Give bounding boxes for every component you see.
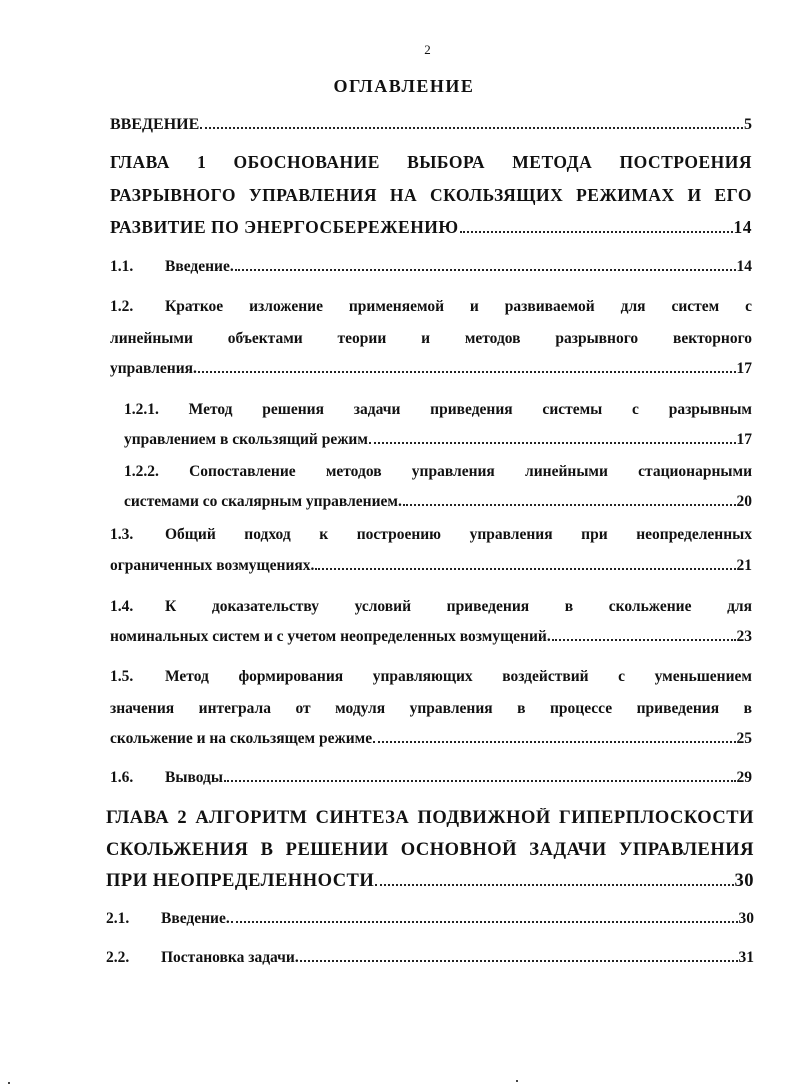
toc-page: 30 [734, 871, 754, 891]
toc-page: 31 [738, 949, 754, 966]
leader-dots [460, 231, 733, 233]
toc-entry-1-4-line-1[interactable] [110, 598, 752, 616]
toc-title: ОГЛАВЛЕНИЕ [333, 76, 475, 96]
toc-entry-1-2-line-2[interactable]: линейными объектами теории и методов разрывного векторного [110, 330, 752, 347]
toc-entry-text: номинальных систем и с учетом неопределенных возмущений. [110, 628, 551, 645]
leader-dots [200, 127, 743, 129]
toc-entry-text: Краткое изложение применяемой и развиваемой для систем с [165, 298, 752, 315]
leader-dots [552, 639, 736, 641]
section-number: 1.5. [110, 668, 134, 685]
section-number: 1.6. [110, 769, 134, 786]
toc-page: 30 [738, 910, 754, 927]
section-number: 1.2. [110, 298, 134, 315]
leader-dots [300, 960, 738, 962]
leader-dots [231, 921, 738, 923]
toc-entry-1-5-line-3[interactable] [110, 730, 752, 748]
toc-page: 17 [736, 360, 752, 377]
toc-page: 14 [733, 217, 752, 237]
toc-page: 23 [736, 628, 752, 645]
toc-chapter-2-line-2[interactable]: СКОЛЬЖЕНИЯ В РЕШЕНИИ ОСНОВНОЙ ЗАДАЧИ УПРАВЛЕНИЯ [106, 840, 754, 860]
toc-page: 29 [736, 769, 752, 786]
toc-entry-1-4-line-2[interactable] [110, 628, 752, 646]
toc-entry-1-2-2-line-2[interactable] [124, 493, 752, 511]
toc-entry-text: РАЗВИТИЕ ПО ЭНЕРГОСБЕРЕЖЕНИЮ [110, 217, 459, 237]
section-number: 1.4. [110, 598, 134, 615]
toc-entry-1-6[interactable] [110, 769, 752, 787]
section-number: 2.1. [106, 910, 130, 927]
toc-entry-2-1[interactable] [106, 910, 754, 928]
leader-dots [235, 269, 736, 271]
toc-entry-1-5-line-1[interactable] [110, 668, 752, 686]
toc-entry-text: ограниченных возмущениях. [110, 557, 315, 574]
toc-chapter-1-line-2[interactable]: РАЗРЫВНОГО УПРАВЛЕНИЯ НА СКОЛЬЗЯЩИХ РЕЖИМАХ И ЕГО [110, 185, 752, 205]
toc-entry-1-1[interactable] [110, 258, 752, 276]
toc-entry-1-5-line-2[interactable]: значения интеграла от модуля управления в процессе приведения в [110, 700, 752, 717]
toc-entry-text: скольжение и на скользящем режиме [110, 730, 373, 747]
section-number: 2.2. [106, 949, 130, 966]
toc-entry-1-2-line-3[interactable] [110, 360, 752, 378]
toc-entry-text: Введение. [165, 258, 234, 275]
toc-entry-1-2-1-line-2[interactable] [124, 431, 752, 449]
toc-entry-text: системами со скалярным управлением. [124, 493, 402, 510]
toc-entry-intro[interactable] [110, 116, 752, 134]
toc-chapter-1-line-1[interactable]: ГЛАВА 1 ОБОСНОВАНИЕ ВЫБОРА МЕТОДА ПОСТРОЕНИЯ [110, 152, 752, 172]
toc-page: 17 [736, 431, 752, 448]
toc-page: 21 [736, 557, 752, 574]
toc-page: 5 [744, 116, 752, 133]
leader-dots [224, 780, 736, 782]
toc-entry-1-3-line-2[interactable] [110, 557, 752, 575]
page-number: 2 [424, 42, 431, 57]
toc-page: 25 [736, 730, 752, 747]
toc-entry-text: ВВЕДЕНИЕ [110, 116, 200, 133]
toc-entry-text: Общий подход к построению управления при неопределенных [165, 526, 752, 543]
toc-page: 20 [736, 493, 752, 510]
leader-dots [403, 504, 736, 506]
leader-dots [198, 371, 736, 373]
toc-entry-text: Введение. [161, 910, 230, 927]
toc-entry-text: управлением в скользящий режим [124, 431, 368, 448]
section-number: 1.3. [110, 526, 134, 543]
leader-dots [373, 741, 735, 743]
toc-entry-text: управления. [110, 360, 197, 377]
section-number: 1.1. [110, 258, 134, 275]
toc-chapter-1-line-3[interactable] [110, 217, 752, 238]
toc-entry-1-2-line-1[interactable] [110, 298, 752, 316]
scan-speck [516, 1080, 518, 1082]
toc-entry-text: ПРИ НЕОПРЕДЕЛЕННОСТИ [106, 871, 375, 891]
scan-speck [8, 1082, 10, 1084]
leader-dots [315, 568, 735, 570]
toc-page: 14 [736, 258, 752, 275]
toc-entry-2-2[interactable] [106, 949, 754, 967]
toc-entry-text: К доказательству условий приведения в скольжение для [165, 598, 752, 615]
toc-chapter-2-line-1[interactable]: ГЛАВА 2 АЛГОРИТМ СИНТЕЗА ПОДВИЖНОЙ ГИПЕРПЛОСКОСТИ [106, 808, 754, 828]
toc-entry-1-3-line-1[interactable] [110, 526, 752, 544]
toc-entry-1-2-1-line-1[interactable]: 1.2.1. Метод решения задачи приведения системы с разрывным [124, 401, 752, 418]
toc-entry-text: Постановка задачи. [161, 949, 299, 966]
leader-dots [369, 442, 736, 444]
toc-entry-1-2-2-line-1[interactable]: 1.2.2. Сопоставление методов управления линейными стационарными [124, 463, 752, 480]
toc-entry-text: Выводы [165, 769, 223, 786]
toc-chapter-2-line-3[interactable] [106, 871, 754, 892]
leader-dots [375, 884, 733, 886]
toc-entry-text: Метод формирования управляющих воздействий с уменьшением [165, 668, 752, 685]
